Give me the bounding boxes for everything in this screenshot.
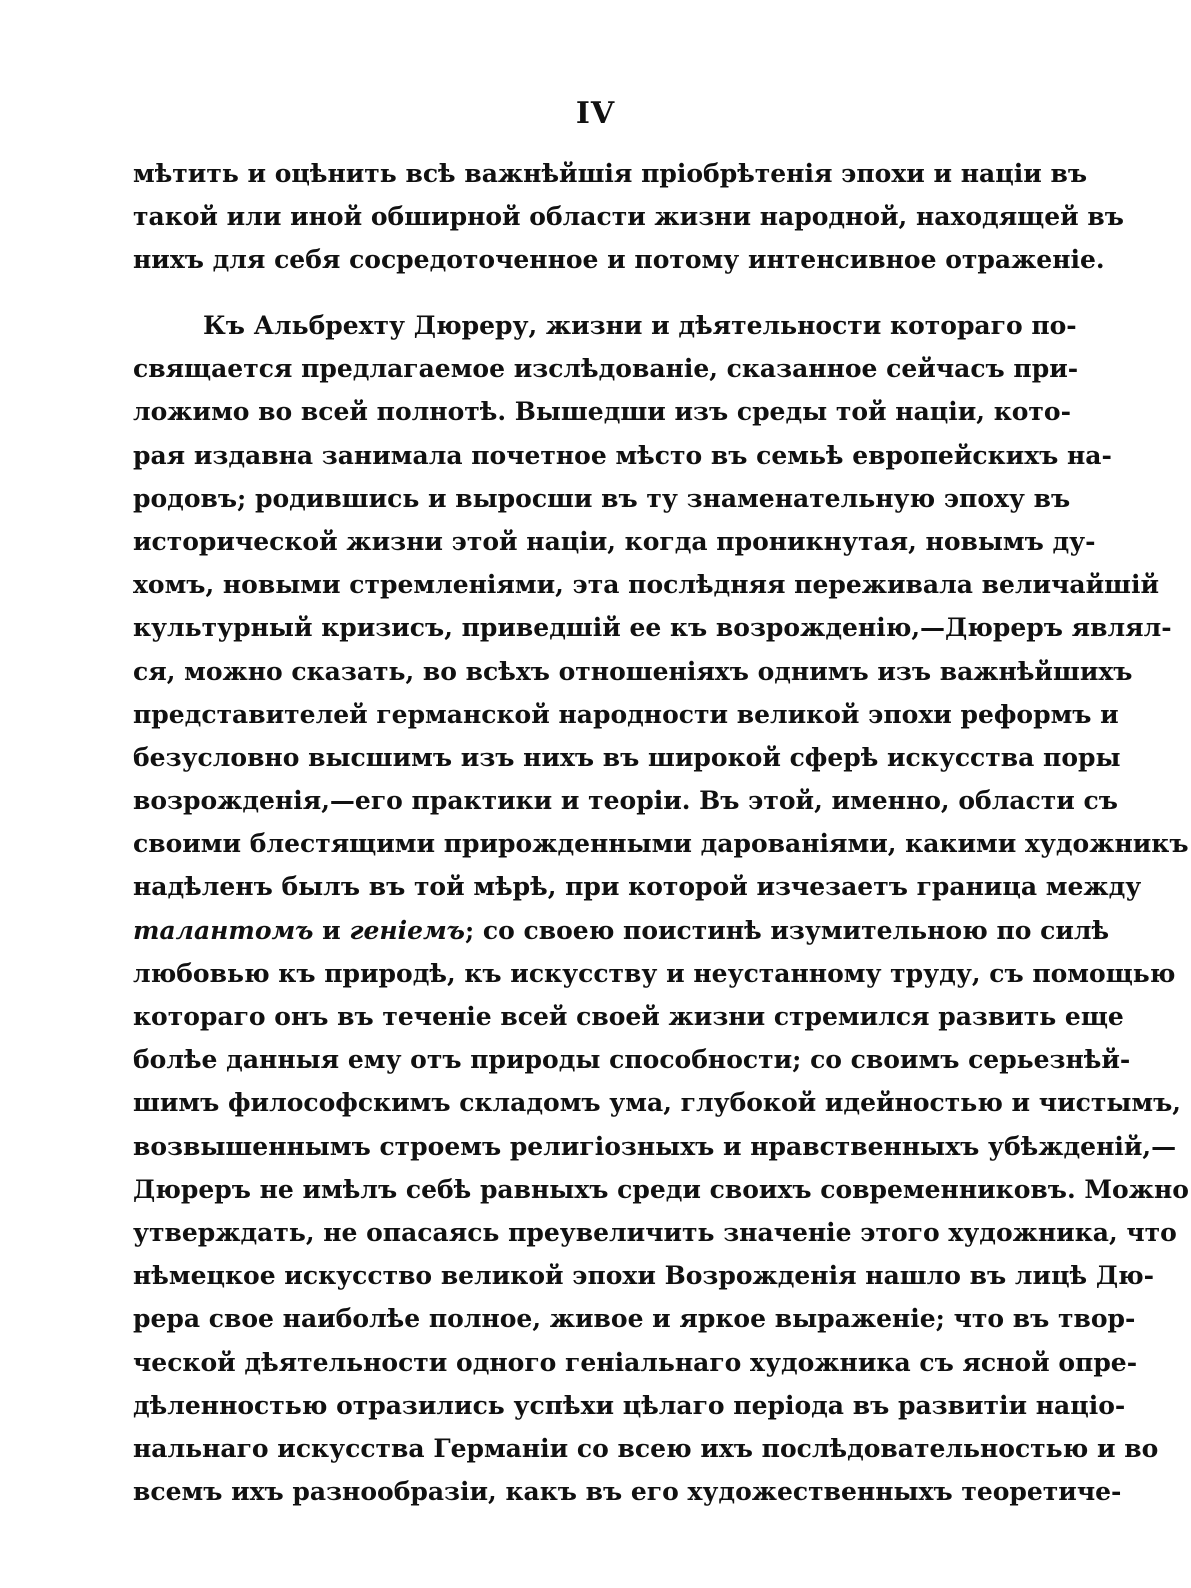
italic-word-talent: талантомъ xyxy=(133,915,314,945)
text-line: котораго онъ въ теченіе всей своей жизни стремился развить еще xyxy=(133,1002,1124,1031)
text-line: Дюреръ не имѣлъ себѣ равныхъ среди своихъ современниковъ. Можно xyxy=(133,1174,1189,1204)
text-line: хомъ, новыми стремленіями, эта послѣдняя переживала величайшій xyxy=(133,570,1160,600)
line-remainder: ; со своею поистинѣ изумительною по силѣ xyxy=(464,915,1110,945)
text-line: исторической жизни этой націи, когда проникнутая, новымъ ду- xyxy=(133,526,1096,556)
text-line: нихъ для себя сосредоточенное и потому интенсивное отраженіе. xyxy=(133,245,1105,275)
text-line: представителей германской народности великой эпохи реформъ и xyxy=(133,699,1119,729)
text-line: любовью къ природѣ, къ искусству и неустанному труду, съ помощью xyxy=(133,958,1176,988)
text-line: всемъ ихъ разнообразіи, какъ въ его художественныхъ теоретиче- xyxy=(133,1477,1122,1507)
text-line-mixed xyxy=(133,909,1110,952)
italic-word-genius: геніемъ xyxy=(349,915,465,945)
text-line: культурный кризисъ, приведшій ее къ возрожденію,—Дюреръ являл- xyxy=(133,613,1172,643)
page-number: IV xyxy=(575,96,616,131)
text-line: ся, можно сказать, во всѣхъ отношеніяхъ однимъ изъ важнѣйшихъ xyxy=(133,656,1133,686)
text-line: дѣленностью отразились успѣхи цѣлаго періода въ развитіи націо- xyxy=(133,1390,1126,1420)
conjunction-word: и xyxy=(322,915,341,945)
text-line: рая издавна занимала почетное мѣсто въ семьѣ европейскихъ на- xyxy=(133,440,1112,470)
text-line: надѣленъ былъ въ той мѣрѣ, при которой изчезаетъ граница между xyxy=(133,872,1142,902)
text-line: возрожденія,—его практики и теоріи. Въ этой, именно, области съ xyxy=(133,786,1118,816)
text-line: такой или иной обширной области жизни народной, находящей въ xyxy=(133,202,1124,232)
text-line: нальнаго искусства Германіи со всею ихъ послѣдовательностью и во xyxy=(133,1433,1159,1463)
text-line: болѣе данныя ему отъ природы способности; со своимъ серьезнѣй- xyxy=(133,1045,1131,1075)
text-line: утверждать, не опасаясь преувеличить значеніе этого художника, что xyxy=(133,1217,1177,1247)
text-line: родовъ; родившись и выросши въ ту знаменательную эпоху въ xyxy=(133,483,1071,513)
text-line: свящается предлагаемое изслѣдованіе, сказанное сейчасъ при- xyxy=(133,354,1079,384)
text-line: нѣмецкое искусство великой эпохи Возрожденія нашло въ лицѣ Дю- xyxy=(133,1261,1155,1291)
text-line: возвышеннымъ строемъ религіозныхъ и нравственныхъ убѣжденій,— xyxy=(133,1131,1177,1161)
text-line: безусловно высшимъ изъ нихъ въ широкой сферѣ искусства поры xyxy=(133,742,1121,772)
paragraph-durer xyxy=(133,304,1189,1513)
paragraph-continuation xyxy=(133,152,1124,282)
text-line: ложимо во всей полнотѣ. Вышедши изъ среды той націи, кото- xyxy=(133,397,1071,427)
text-line: рера свое наиболѣе полное, живое и яркое выраженіе; что въ твор- xyxy=(133,1304,1136,1334)
text-line: мѣтить и оцѣнить всѣ важнѣйшія пріобрѣтенія эпохи и націи въ xyxy=(133,159,1088,188)
text-line: шимъ философскимъ складомъ ума, глубокой идейностью и чистымъ, xyxy=(133,1088,1181,1118)
text-line: своими блестящими прирожденными дарованіями, какими художникъ xyxy=(133,829,1189,859)
text-line: ческой дѣятельности одного геніальнаго художника съ ясной опре- xyxy=(133,1347,1138,1377)
text-line: Къ Альбрехту Дюреру, жизни и дѣятельности котораго по- xyxy=(203,311,1077,340)
